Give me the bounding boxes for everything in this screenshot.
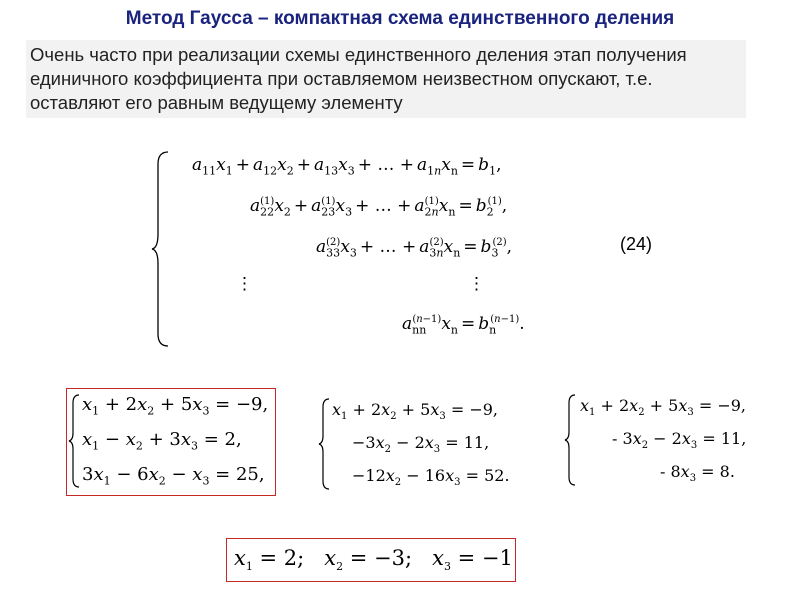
- intro-text-block: [26, 40, 746, 118]
- system2-row-2: $-3x_2 - 2x_3 = 11$,: [352, 433, 490, 456]
- system2-row-3: $-12x_2 - 16x_3 = 52$.: [352, 466, 510, 489]
- intro-line-3: оставляют его равным ведущему элементу: [30, 92, 403, 113]
- system3-row-2: - $3x_2 - 2x_3 = 11$,: [612, 429, 747, 452]
- system3-row-1: $x_1 + 2x_2 + 5x_3 = -9$,: [580, 396, 746, 419]
- general-eq-row-3: $a_{33}^{(2)}x_3$ + … + $a_{3n}^{(2)}x_n = b_3^{(2)}$,: [316, 237, 513, 260]
- general-eq-row-1: $a_{11}x_1 + a_{12}x_2 + a_{13}x_3$ + … + $a_{1n}x_n = b_1$,: [192, 155, 502, 178]
- answer: $x_1 = 2$; $x_2 = -3$; $x_3 = -1$: [234, 546, 513, 574]
- intro-line-1: Очень часто при реализации схемы единственного деления этап получения: [30, 44, 687, 65]
- system1-brace: [68, 393, 82, 489]
- system1-row-2: $x_1 - x_2 + 3x_3 = 2$,: [82, 429, 242, 453]
- system3-row-3: - $8x_3 = 8$.: [660, 462, 735, 485]
- general-eq-row-2: $a_{22}^{(1)}x_2 + a_{23}^{(1)}x_3$ + … + $a_{2n}^{(1)}x_n = b_2^{(1)}$,: [250, 196, 508, 219]
- system1-row-1: $x_1 + 2x_2 + 5x_3 = -9$,: [82, 394, 269, 418]
- intro-line-2: единичного коэффициента при оставляемом неизвестном опускают, т.е.: [30, 68, 653, 89]
- general-system-brace: [150, 150, 174, 348]
- system2-brace: [318, 397, 332, 491]
- equation-number: (24): [620, 234, 653, 254]
- system1-row-3: $3x_1 - 6x_2 - x_3 = 25$,: [82, 464, 265, 488]
- system2-row-1: $x_1 + 2x_2 + 5x_3 = -9$,: [332, 400, 498, 423]
- general-eq-row-n: $a_{nn}^{(n-1)}x_n = b_n^{(n-1)}$.: [402, 314, 525, 337]
- slide-title: Метод Гаусса – компактная схема единственного деления: [125, 8, 675, 29]
- vertical-dots-left: ⋮: [236, 274, 253, 294]
- system3-brace: [564, 393, 578, 487]
- vertical-dots-right: ⋮: [468, 274, 485, 294]
